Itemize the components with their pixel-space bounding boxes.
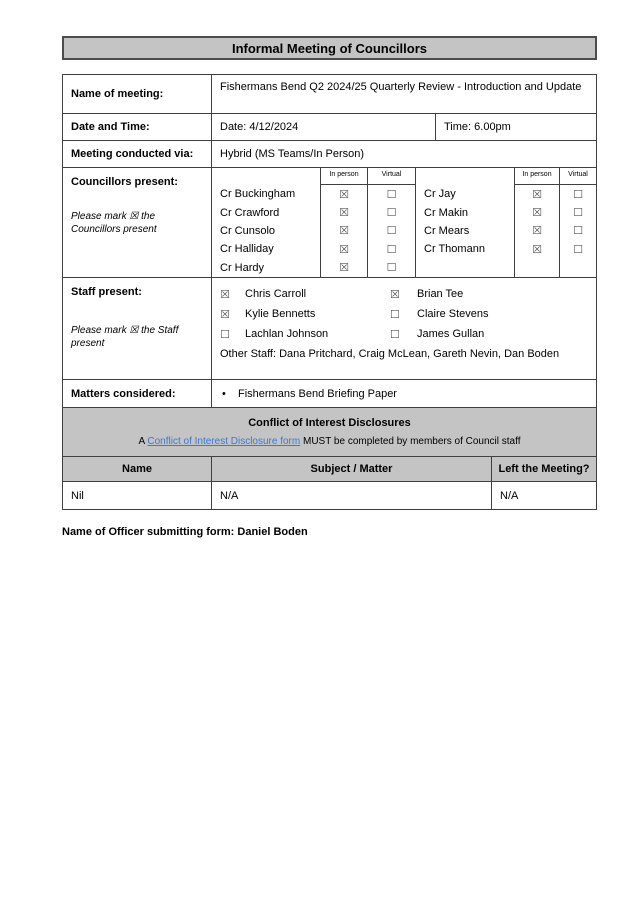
checked-checkbox-icon: ☒: [390, 287, 400, 301]
staff-name: James Gullan: [417, 328, 485, 340]
meeting-via-value: Hybrid (MS Teams/In Person): [211, 141, 596, 167]
in-person-header-left: In person: [320, 168, 367, 185]
unchecked-checkbox-icon: ☐: [367, 259, 415, 277]
date-time-label: Date and Time:: [71, 121, 150, 133]
row-name-of-meeting: [63, 75, 596, 113]
unchecked-checkbox-icon: ☐: [367, 240, 415, 258]
councillor-name: Cr Makin: [415, 203, 514, 221]
councillors-empty-cell: [514, 259, 559, 277]
virtual-header-right: Virtual: [559, 168, 596, 185]
unchecked-checkbox-icon: ☐: [390, 327, 400, 341]
unchecked-checkbox-icon: ☐: [559, 222, 596, 240]
councillors-label: Councillors present:: [71, 176, 178, 188]
meeting-form-table: [62, 74, 597, 510]
councillors-header-spacer: [212, 168, 320, 185]
meeting-via-label: Meeting conducted via:: [71, 148, 194, 160]
name-of-meeting-value: Fishermans Bend Q2 2024/25 Quarterly Review - Introduction and Update: [211, 75, 596, 113]
matters-label: Matters considered:: [71, 387, 176, 400]
staff-row: [220, 284, 588, 304]
checked-checkbox-icon: ☒: [514, 203, 559, 221]
unchecked-checkbox-icon: ☐: [367, 203, 415, 221]
conflict-title: Conflict of Interest Disclosures: [248, 417, 411, 429]
councillor-name: Cr Jay: [415, 185, 514, 203]
checked-checkbox-icon: ☒: [320, 259, 367, 277]
councillor-name: Cr Mears: [415, 222, 514, 240]
councillor-name: Cr Cunsolo: [220, 224, 276, 237]
staff-name: Claire Stevens: [417, 308, 489, 320]
staff-name: Lachlan Johnson: [245, 328, 329, 340]
conflict-note: [138, 436, 520, 447]
row-councillors-present: [63, 167, 596, 277]
councillors-grid: [211, 168, 596, 277]
checked-checkbox-icon: ☒: [514, 222, 559, 240]
conflict-left-meeting-value: N/A: [491, 482, 596, 509]
conflict-subject-value: N/A: [211, 482, 491, 509]
unchecked-checkbox-icon: ☐: [559, 240, 596, 258]
unchecked-checkbox-icon: ☐: [390, 307, 400, 321]
councillors-label-cell: [63, 168, 211, 277]
councillor-name: Cr Crawford: [220, 206, 280, 219]
time-value: Time: 6.00pm: [435, 114, 596, 140]
conflict-table-row: [63, 481, 596, 509]
checked-checkbox-icon: ☒: [320, 203, 367, 221]
date-value: Date: 4/12/2024: [211, 114, 435, 140]
in-person-header-right: In person: [514, 168, 559, 185]
bullet-icon: •: [222, 387, 226, 400]
councillor-name: Cr Hardy: [220, 261, 265, 274]
name-of-meeting-label: Name of meeting:: [71, 88, 164, 100]
unchecked-checkbox-icon: ☐: [367, 185, 415, 203]
staff-row: [220, 304, 588, 324]
unchecked-checkbox-icon: ☐: [220, 327, 230, 341]
checked-checkbox-icon: ☒: [320, 185, 367, 203]
conflict-note-suffix: MUST be completed by members of Council staff: [300, 436, 521, 447]
page-title-text: Informal Meeting of Councillors: [231, 40, 427, 56]
councillors-empty-cell: [559, 259, 596, 277]
checked-checkbox-icon: ☒: [514, 240, 559, 258]
document-page: [62, 36, 597, 538]
unchecked-checkbox-icon: ☐: [559, 185, 596, 203]
officer-submitting-text: Name of Officer submitting form: Daniel Boden: [62, 526, 308, 538]
unchecked-checkbox-icon: ☐: [559, 203, 596, 221]
checked-checkbox-icon: ☒: [220, 307, 230, 321]
row-date-time: [63, 113, 596, 140]
staff-label-cell: [63, 278, 211, 379]
matters-value: [211, 380, 596, 407]
page-title: [62, 36, 597, 60]
staff-note: Please mark ☒ the Staff present: [71, 325, 179, 349]
checked-checkbox-icon: ☒: [514, 185, 559, 203]
councillor-name: Cr Thomann: [415, 240, 514, 258]
conflict-col-subject: Subject / Matter: [211, 457, 491, 481]
councillors-header-spacer: [415, 168, 514, 185]
checked-checkbox-icon: ☒: [320, 240, 367, 258]
conflict-table-header: [63, 456, 596, 481]
virtual-header-left: Virtual: [367, 168, 415, 185]
councillor-name: Cr Halliday: [220, 243, 274, 256]
staff-label: Staff present:: [71, 286, 142, 298]
staff-row: [220, 324, 588, 344]
councillors-note: Please mark ☒ the Councillors present: [71, 211, 157, 235]
staff-list: [211, 278, 596, 379]
checked-checkbox-icon: ☒: [320, 222, 367, 240]
unchecked-checkbox-icon: ☐: [367, 222, 415, 240]
other-staff-text: Other Staff: Dana Pritchard, Craig McLean, Gareth Nevin, Dan Boden: [220, 348, 560, 360]
matters-item: Fishermans Bend Briefing Paper: [238, 387, 397, 400]
staff-name: Chris Carroll: [245, 288, 307, 300]
conflict-note-prefix: A: [138, 436, 148, 447]
conflict-disclosures-header: [63, 407, 596, 456]
conflict-disclosure-form-link[interactable]: Conflict of Interest Disclosure form: [147, 436, 301, 447]
staff-name: Brian Tee: [417, 288, 464, 300]
row-meeting-via: [63, 140, 596, 167]
checked-checkbox-icon: ☒: [220, 287, 230, 301]
conflict-col-name: Name: [122, 463, 152, 475]
row-matters-considered: [63, 379, 596, 407]
councillors-empty-cell: [415, 259, 514, 277]
conflict-col-left-meeting: Left the Meeting?: [491, 457, 596, 481]
staff-name: Kylie Bennetts: [245, 308, 316, 320]
row-staff-present: [63, 277, 596, 379]
conflict-name-value: Nil: [71, 489, 84, 502]
councillor-name: Cr Buckingham: [220, 188, 296, 201]
